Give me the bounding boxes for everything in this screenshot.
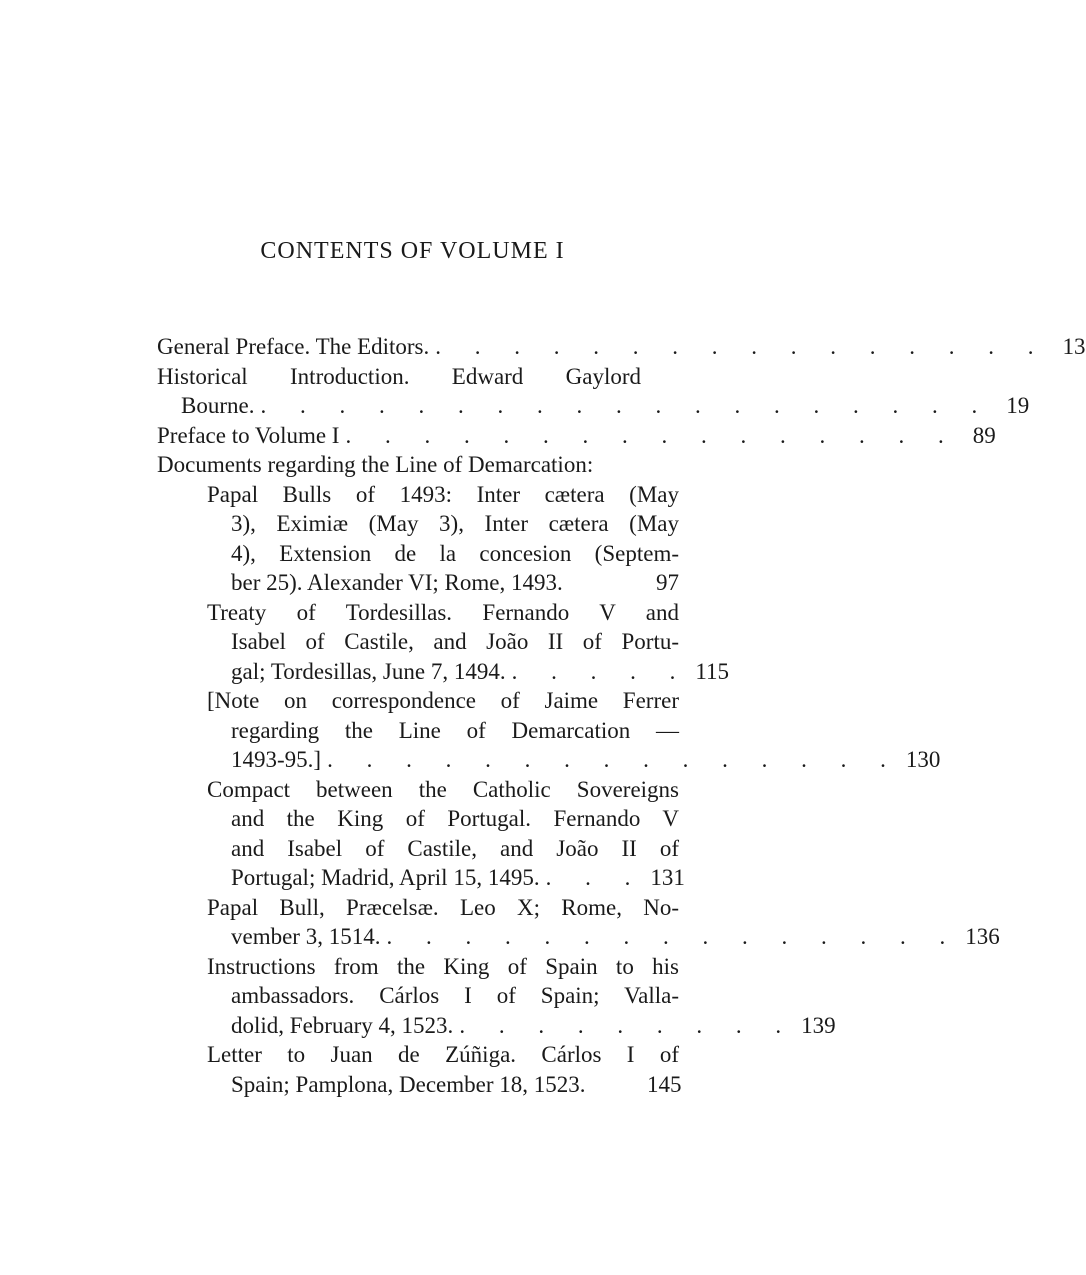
- toc-entry-line: Historical Introduction. Edward Gaylord: [157, 363, 641, 389]
- toc-entry-title: Bourne.: [181, 393, 255, 418]
- toc-entry-line: Instructions from the King of Spain to his: [207, 953, 679, 979]
- toc-entry-line: Papal Bulls of 1493: Inter cætera (May: [207, 481, 679, 507]
- toc-entry-line: [207, 568, 679, 598]
- toc-entry-line: [207, 657, 729, 687]
- toc-entry-title: Portugal; Madrid, April 15, 1495.: [231, 865, 540, 890]
- toc-leader-dots: . . . . . . . . . . . . . . . .: [345, 422, 958, 448]
- toc-page-number: 145: [647, 1071, 682, 1097]
- toc-entry-line: [157, 391, 1030, 421]
- toc-entry-line: [207, 922, 1000, 952]
- toc-entry-title: dolid, February 4, 1523.: [231, 1012, 454, 1038]
- toc-entry-title: vember 3, 1514.: [231, 924, 381, 949]
- toc-entry-line: 3), Eximiæ (May 3), Inter cætera (May: [231, 511, 679, 536]
- toc-entry-title: gal; Tordesillas, June 7, 1494.: [231, 658, 506, 684]
- toc-entry-line: and the King of Portugal. Fernando V: [231, 806, 679, 831]
- toc-page-number: 130: [905, 747, 941, 772]
- toc-leader-dots: . . . . . . . . . . . . . . . . . . .: [260, 393, 992, 418]
- toc-entry-line: regarding the Line of Demarcation —: [231, 717, 679, 743]
- toc-entry-line: [157, 421, 996, 451]
- page-title: CONTENTS OF VOLUME I: [260, 238, 565, 264]
- toc-entry-line: [207, 863, 685, 893]
- toc-entry-papal-bulls-1493[interactable]: [157, 480, 679, 598]
- toc-entry-note-jaime-ferrer[interactable]: [157, 686, 941, 775]
- toc-entry-line: Treaty of Tordesillas. Fernando V and: [207, 599, 679, 625]
- toc-page-number: 131: [650, 865, 685, 890]
- toc-entry-line: [207, 745, 941, 775]
- toc-leader-dots: . . . . . . . . .: [459, 1012, 796, 1038]
- toc-page-number: 139: [801, 1012, 836, 1038]
- toc-section-heading-text: Documents regarding the Line of Demarcation:: [157, 452, 594, 477]
- toc-entry-title: General Preface. The Editors.: [157, 334, 430, 359]
- toc-entry-title: Preface to Volume I: [157, 422, 340, 448]
- toc-entry-line: [157, 332, 1086, 362]
- toc-page-number: 89: [972, 422, 996, 448]
- toc-entry-general-preface[interactable]: [157, 332, 1086, 362]
- toc-entry-line: [207, 1011, 836, 1041]
- toc-entry-preface-volume-i[interactable]: [157, 421, 996, 451]
- toc-entry-title: ber 25). Alexander VI; Rome, 1493.: [231, 570, 563, 595]
- toc-page-number: 13: [1062, 334, 1086, 359]
- toc-entry-line: Papal Bull, Præcelsæ. Leo X; Rome, No-: [207, 894, 679, 920]
- toc-entry-line: Letter to Juan de Zúñiga. Cárlos I of: [207, 1042, 679, 1067]
- toc-entry-title: 1493-95.]: [231, 747, 322, 772]
- toc-page-number: 19: [1006, 393, 1030, 418]
- toc-leader-dots: . . . . . . . . . . . . . . .: [327, 747, 900, 772]
- toc-entry-historical-introduction[interactable]: [157, 362, 1030, 421]
- toc-page-number: 136: [965, 924, 1000, 949]
- toc-entry-line: 4), Extension de la concesion (Septem-: [231, 540, 679, 566]
- toc-section-heading: [157, 450, 679, 480]
- toc-entry-line: and Isabel of Castile, and João II of: [231, 835, 679, 861]
- toc-entry-title: Spain; Pamplona, December 18, 1523.: [231, 1071, 586, 1097]
- toc-entry-treaty-tordesillas[interactable]: [157, 598, 729, 687]
- table-of-contents: [157, 332, 1086, 1099]
- toc-leader-dots: . . .: [545, 865, 645, 890]
- toc-entry-line: Compact between the Catholic Sovereigns: [207, 776, 679, 802]
- toc-entry-instructions-king-spain[interactable]: [157, 952, 836, 1041]
- toc-entry-line: ambassadors. Cárlos I of Spain; Valla-: [231, 983, 679, 1008]
- toc-leader-dots: . . . . . . . . . . . . . . . .: [435, 334, 1048, 359]
- toc-page-number: 97: [656, 570, 679, 595]
- toc-entry-letter-juan-de-zuniga[interactable]: [157, 1040, 682, 1099]
- toc-entry-line: Isabel of Castile, and João II of Portu-: [231, 629, 679, 654]
- toc-leader-dots: . . . . .: [511, 658, 690, 684]
- toc-page-number: 115: [695, 658, 729, 684]
- toc-entry-line: [207, 1070, 682, 1100]
- toc-leader-dots: . . . . . . . . . . . . . . .: [386, 924, 960, 949]
- toc-entry-line: [Note on correspondence of Jaime Ferrer: [207, 688, 679, 713]
- toc-entry-compact-catholic-sovereigns[interactable]: [157, 775, 685, 893]
- toc-entry-papal-bull-praecelsae[interactable]: [157, 893, 1000, 952]
